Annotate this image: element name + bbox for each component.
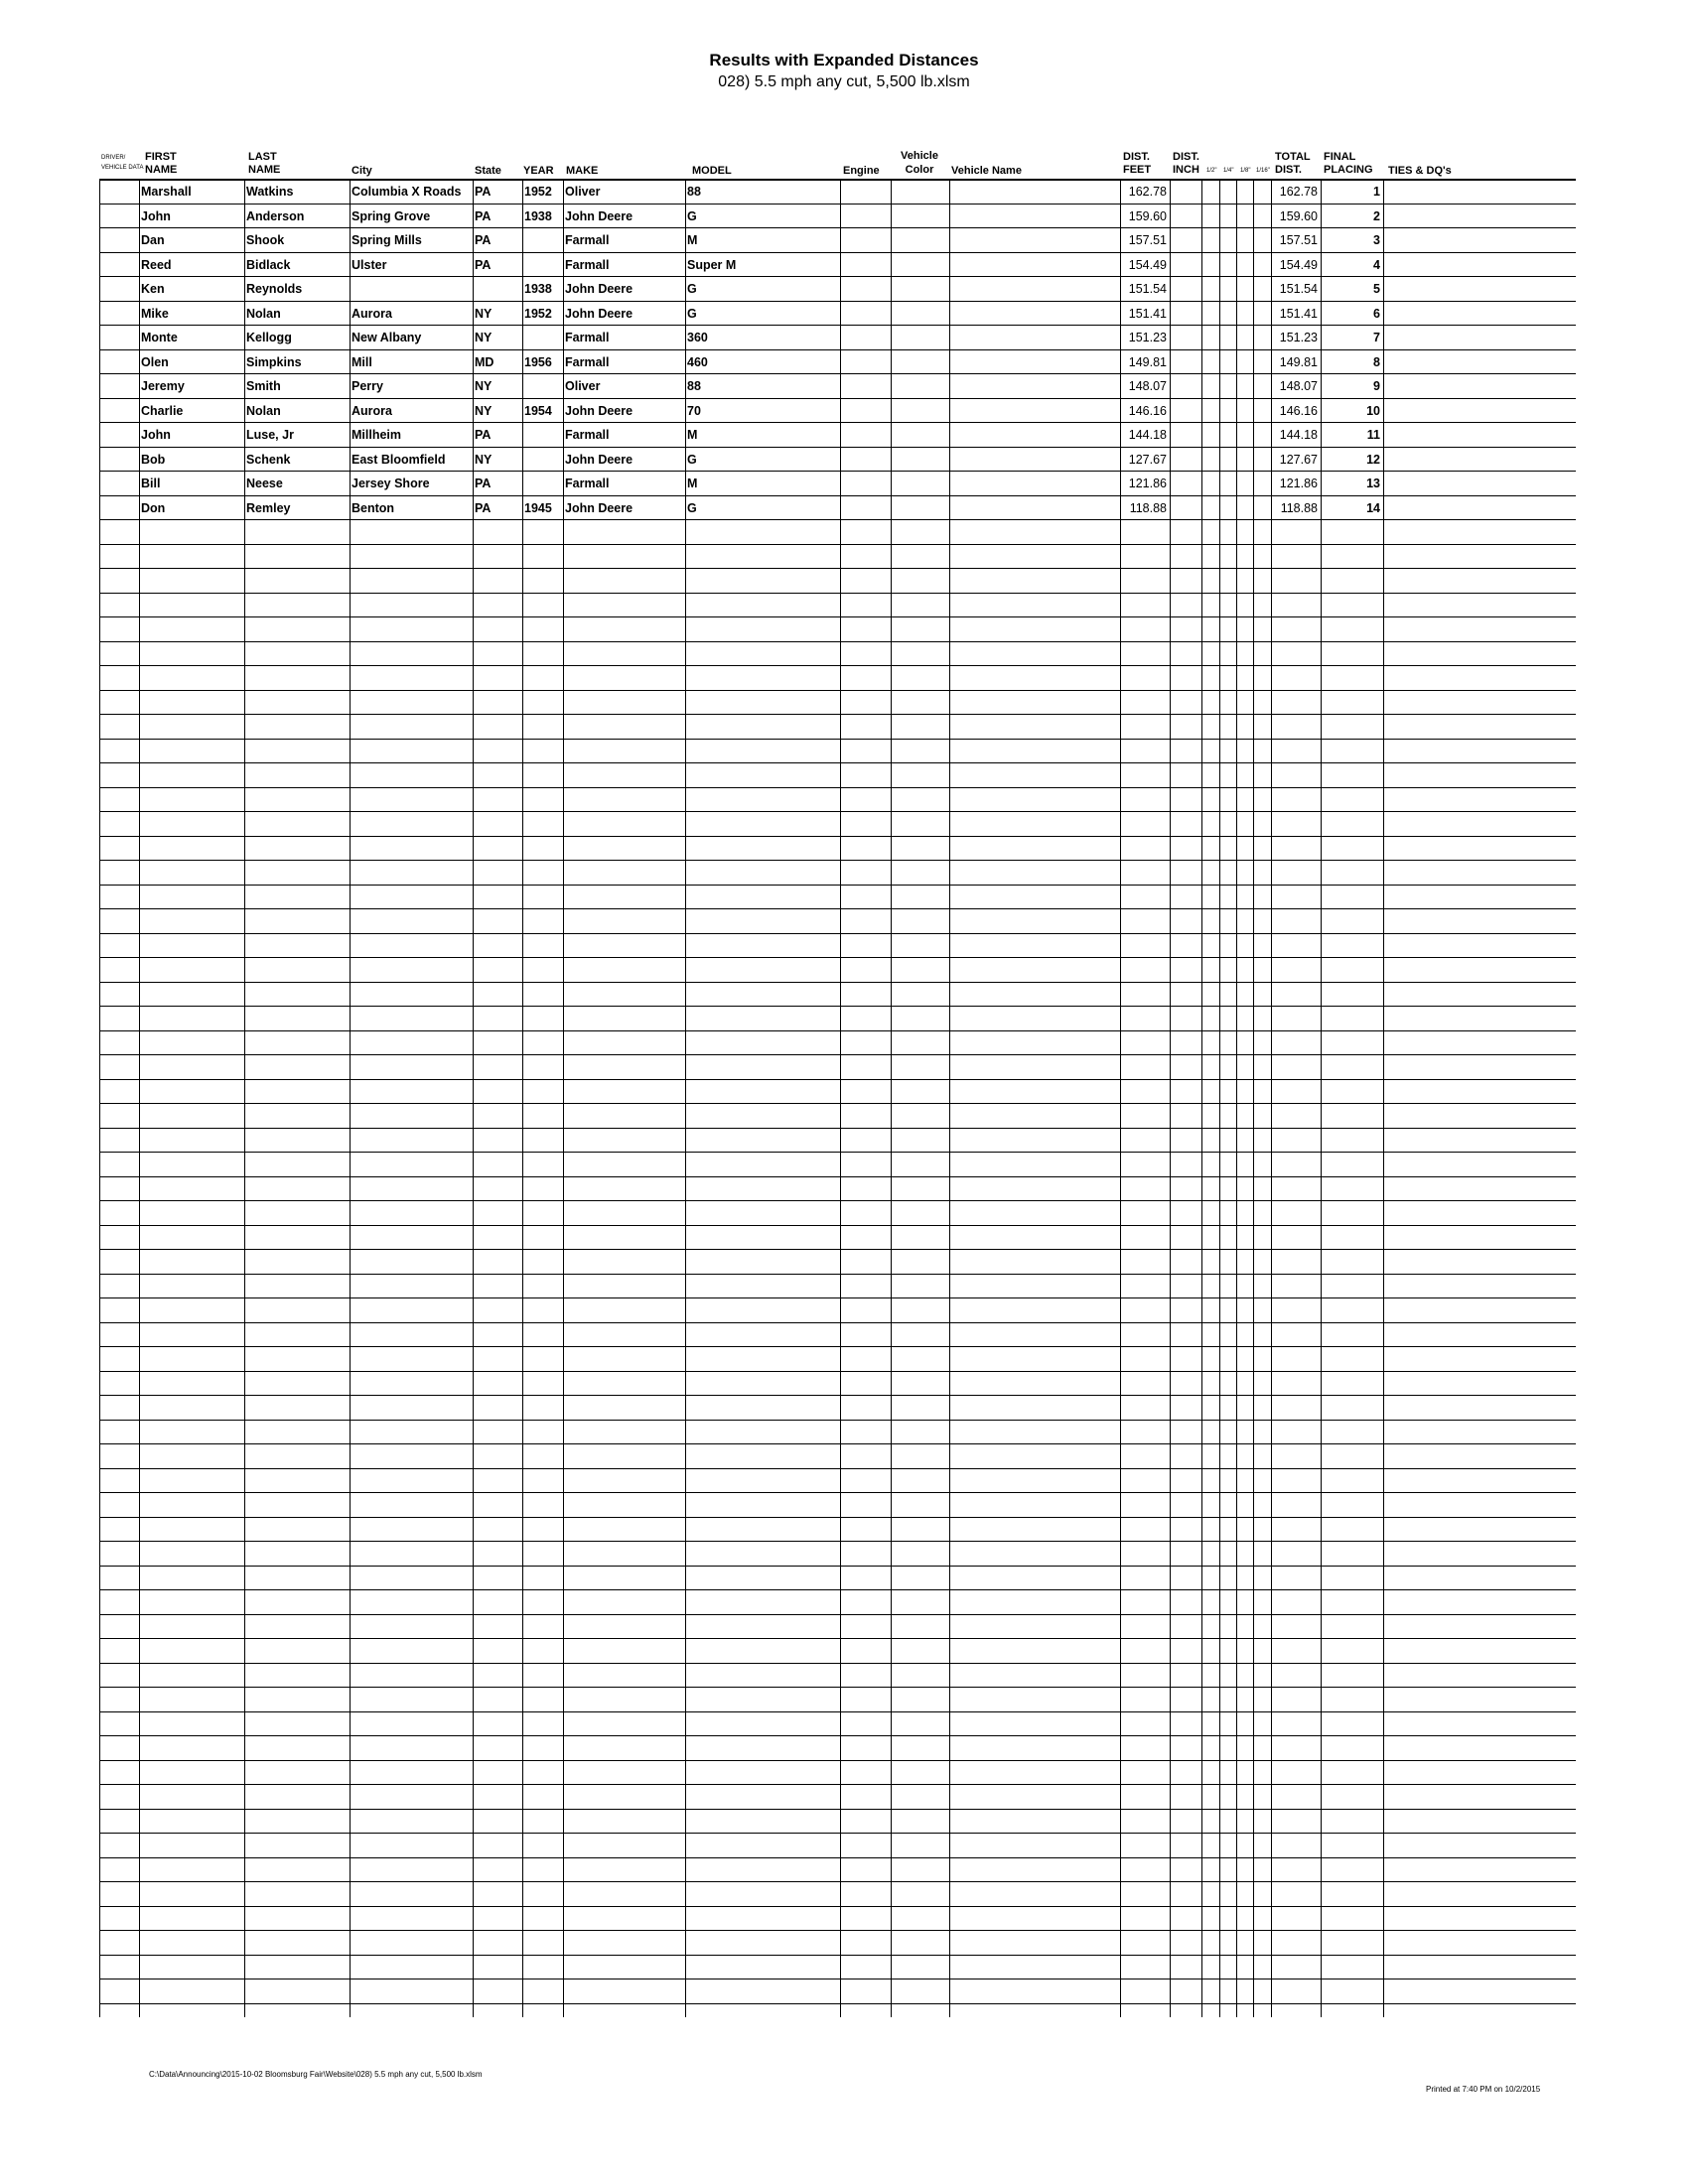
cell-last: Schenk bbox=[246, 452, 291, 467]
header-fraction-quarter: 1/4" bbox=[1223, 168, 1234, 174]
cell-state: MD bbox=[475, 354, 494, 369]
cell-place: 12 bbox=[1366, 452, 1380, 467]
row-divider bbox=[99, 811, 1576, 812]
row-divider bbox=[99, 1176, 1576, 1177]
cell-total: 146.16 bbox=[1279, 403, 1318, 418]
header-city: City bbox=[352, 165, 372, 177]
cell-first: Olen bbox=[141, 354, 169, 369]
cell-year: 1952 bbox=[524, 306, 552, 321]
row-divider bbox=[99, 1687, 1576, 1688]
cell-city: Spring Grove bbox=[352, 208, 431, 223]
row-divider bbox=[99, 1225, 1576, 1226]
row-divider bbox=[99, 1930, 1576, 1931]
column-divider bbox=[244, 179, 245, 2017]
row-divider bbox=[99, 1809, 1576, 1810]
header-model: MODEL bbox=[692, 165, 732, 177]
cell-first: Dan bbox=[141, 233, 165, 247]
cell-make: Farmall bbox=[565, 354, 610, 369]
column-divider bbox=[473, 179, 474, 2017]
header-fraction-half: 1/2" bbox=[1206, 168, 1217, 174]
cell-dist-feet: 148.07 bbox=[1128, 379, 1167, 393]
header-dist-feet-top: DIST. bbox=[1123, 151, 1150, 163]
header-vehicle-color-top: Vehicle bbox=[901, 150, 938, 162]
row-divider bbox=[99, 1054, 1576, 1055]
cell-city: Aurora bbox=[352, 306, 392, 321]
cell-total: 149.81 bbox=[1279, 354, 1318, 369]
column-divider bbox=[563, 179, 564, 2017]
file-path: C:\Data\Announcing\2015-10-02 Bloomsburg Fair\Website\028) 5.5 mph any cut, 5,500 lb.xlsm bbox=[149, 2070, 483, 2079]
row-divider bbox=[99, 836, 1576, 837]
row-divider bbox=[99, 616, 1576, 617]
header-dist-inch-top: DIST. bbox=[1173, 151, 1199, 163]
cell-place: 13 bbox=[1366, 477, 1380, 490]
cell-last: Watkins bbox=[246, 185, 294, 199]
cell-model: G bbox=[687, 282, 697, 296]
row-divider bbox=[99, 1030, 1576, 1031]
cell-state: PA bbox=[475, 233, 492, 247]
cell-total: 159.60 bbox=[1279, 208, 1318, 223]
row-divider bbox=[99, 762, 1576, 763]
cell-year: 1956 bbox=[524, 354, 552, 369]
cell-last: Neese bbox=[246, 477, 283, 490]
header-driver-bottom: VEHICLE DATA bbox=[101, 165, 144, 171]
cell-city: Columbia X Roads bbox=[352, 185, 462, 199]
header-total-bottom: DIST. bbox=[1275, 164, 1302, 176]
cell-make: John Deere bbox=[565, 306, 633, 321]
cell-make: Farmall bbox=[565, 428, 610, 442]
cell-place: 2 bbox=[1373, 208, 1380, 223]
cell-total: 127.67 bbox=[1279, 452, 1318, 467]
cell-first: Bill bbox=[141, 477, 161, 490]
cell-state: PA bbox=[475, 477, 492, 490]
header-driver-top: DRIVER/ bbox=[101, 155, 126, 161]
row-divider bbox=[99, 1614, 1576, 1615]
cell-make: Farmall bbox=[565, 257, 610, 272]
cell-make: John Deere bbox=[565, 403, 633, 418]
cell-year: 1954 bbox=[524, 403, 552, 418]
row-divider bbox=[99, 1468, 1576, 1469]
cell-first: Monte bbox=[141, 331, 178, 344]
row-divider bbox=[99, 1346, 1576, 1347]
cell-make: John Deere bbox=[565, 452, 633, 467]
cell-dist-feet: 162.78 bbox=[1128, 185, 1167, 199]
row-divider bbox=[99, 1006, 1576, 1007]
cell-first: Bob bbox=[141, 452, 166, 467]
cell-first: Jeremy bbox=[141, 379, 185, 393]
row-divider bbox=[99, 1128, 1576, 1129]
row-divider bbox=[99, 982, 1576, 983]
cell-place: 11 bbox=[1366, 428, 1380, 442]
cell-model: M bbox=[687, 233, 698, 247]
cell-state: PA bbox=[475, 428, 492, 442]
cell-first: Mike bbox=[141, 306, 169, 321]
cell-last: Reynolds bbox=[246, 282, 303, 296]
row-divider bbox=[99, 1443, 1576, 1444]
row-divider bbox=[99, 957, 1576, 958]
cell-last: Nolan bbox=[246, 306, 281, 321]
cell-total: 151.23 bbox=[1279, 331, 1318, 344]
cell-city: Spring Mills bbox=[352, 233, 422, 247]
column-divider bbox=[840, 179, 841, 2017]
row-divider bbox=[99, 1200, 1576, 1201]
row-divider bbox=[99, 1906, 1576, 1907]
cell-year: 1945 bbox=[524, 500, 552, 515]
row-divider bbox=[99, 1395, 1576, 1396]
row-divider bbox=[99, 1955, 1576, 1956]
row-divider bbox=[99, 1249, 1576, 1250]
cell-first: Reed bbox=[141, 257, 172, 272]
row-divider bbox=[99, 860, 1576, 861]
cell-model: M bbox=[687, 477, 698, 490]
header-final-top: FINAL bbox=[1324, 151, 1356, 163]
row-divider bbox=[99, 1833, 1576, 1834]
cell-dist-feet: 149.81 bbox=[1128, 354, 1167, 369]
header-vehicle-color-bottom: Color bbox=[905, 164, 934, 176]
column-divider bbox=[1253, 179, 1254, 2017]
cell-last: Remley bbox=[246, 500, 291, 515]
row-divider bbox=[99, 1711, 1576, 1712]
cell-state: NY bbox=[475, 403, 492, 418]
cell-total: 151.54 bbox=[1279, 282, 1318, 296]
cell-last: Nolan bbox=[246, 403, 281, 418]
cell-city: Millheim bbox=[352, 428, 402, 442]
cell-model: G bbox=[687, 306, 697, 321]
cell-place: 9 bbox=[1373, 379, 1380, 393]
row-divider bbox=[99, 1492, 1576, 1493]
cell-last: Kellogg bbox=[246, 331, 292, 344]
column-divider bbox=[891, 179, 892, 2017]
cell-make: John Deere bbox=[565, 500, 633, 515]
cell-first: Don bbox=[141, 500, 166, 515]
cell-state: PA bbox=[475, 257, 492, 272]
row-divider bbox=[99, 885, 1576, 886]
cell-state: NY bbox=[475, 331, 492, 344]
row-divider bbox=[99, 568, 1576, 569]
cell-place: 7 bbox=[1373, 331, 1380, 344]
cell-city: New Albany bbox=[352, 331, 422, 344]
cell-state: NY bbox=[475, 306, 492, 321]
row-divider bbox=[99, 739, 1576, 740]
cell-dist-feet: 151.23 bbox=[1128, 331, 1167, 344]
row-divider bbox=[99, 908, 1576, 909]
row-divider bbox=[99, 1517, 1576, 1518]
cell-first: John bbox=[141, 428, 171, 442]
header-engine: Engine bbox=[843, 165, 880, 177]
cell-first: Marshall bbox=[141, 185, 192, 199]
cell-place: 5 bbox=[1373, 282, 1380, 296]
row-divider bbox=[99, 1784, 1576, 1785]
cell-last: Smith bbox=[246, 379, 281, 393]
header-first-bottom: NAME bbox=[145, 164, 178, 176]
cell-city: Benton bbox=[352, 500, 395, 515]
cell-place: 10 bbox=[1366, 403, 1380, 418]
cell-state: NY bbox=[475, 379, 492, 393]
cell-dist-feet: 157.51 bbox=[1128, 233, 1167, 247]
row-divider bbox=[99, 1297, 1576, 1298]
row-divider bbox=[99, 1322, 1576, 1323]
cell-year: 1938 bbox=[524, 282, 552, 296]
header-ties: TIES & DQ's bbox=[1388, 165, 1452, 177]
header-last-bottom: NAME bbox=[248, 164, 281, 176]
cell-total: 118.88 bbox=[1280, 500, 1318, 515]
row-divider bbox=[99, 1735, 1576, 1736]
cell-city: East Bloomfield bbox=[352, 452, 446, 467]
header-fraction-sixteenth: 1/16" bbox=[1256, 168, 1270, 174]
column-divider bbox=[1236, 179, 1237, 2017]
cell-state: PA bbox=[475, 208, 492, 223]
cell-model: 88 bbox=[687, 379, 701, 393]
cell-state: PA bbox=[475, 185, 492, 199]
row-divider bbox=[99, 641, 1576, 642]
cell-state: PA bbox=[475, 500, 492, 515]
column-divider bbox=[1383, 179, 1384, 2017]
row-divider bbox=[99, 1881, 1576, 1882]
row-divider bbox=[99, 1541, 1576, 1542]
header-final-bottom: PLACING bbox=[1324, 164, 1373, 176]
column-divider bbox=[949, 179, 950, 2017]
cell-make: Farmall bbox=[565, 233, 610, 247]
cell-first: Charlie bbox=[141, 403, 184, 418]
cell-dist-feet: 159.60 bbox=[1128, 208, 1167, 223]
cell-place: 8 bbox=[1373, 354, 1380, 369]
cell-city: Mill bbox=[352, 354, 372, 369]
row-divider bbox=[99, 690, 1576, 691]
cell-model: G bbox=[687, 452, 697, 467]
report-subtitle: 028) 5.5 mph any cut, 5,500 lb.xlsm bbox=[718, 73, 970, 90]
cell-model: G bbox=[687, 500, 697, 515]
header-dist-inch-bottom: INCH bbox=[1173, 164, 1199, 176]
cell-state: NY bbox=[475, 452, 492, 467]
cell-last: Bidlack bbox=[246, 257, 291, 272]
row-divider bbox=[99, 714, 1576, 715]
header-first-top: FIRST bbox=[145, 151, 177, 163]
cell-place: 4 bbox=[1373, 257, 1380, 272]
cell-model: 70 bbox=[687, 403, 701, 418]
cell-place: 1 bbox=[1373, 185, 1380, 199]
cell-make: Oliver bbox=[565, 185, 601, 199]
cell-place: 3 bbox=[1373, 233, 1380, 247]
printed-timestamp: Printed at 7:40 PM on 10/2/2015 bbox=[1426, 2085, 1541, 2094]
row-divider bbox=[99, 593, 1576, 594]
cell-city: Aurora bbox=[352, 403, 392, 418]
cell-last: Luse, Jr bbox=[246, 428, 294, 442]
cell-year: 1952 bbox=[524, 185, 552, 199]
header-total-top: TOTAL bbox=[1275, 151, 1311, 163]
column-divider bbox=[685, 179, 686, 2017]
cell-first: Ken bbox=[141, 282, 165, 296]
cell-city: Perry bbox=[352, 379, 383, 393]
cell-dist-feet: 146.16 bbox=[1128, 403, 1167, 418]
cell-dist-feet: 151.41 bbox=[1128, 306, 1167, 321]
report-header bbox=[0, 50, 1688, 93]
cell-city: Ulster bbox=[352, 257, 387, 272]
cell-total: 121.86 bbox=[1279, 477, 1318, 490]
cell-make: Oliver bbox=[565, 379, 601, 393]
cell-model: 360 bbox=[687, 331, 708, 344]
cell-total: 148.07 bbox=[1279, 379, 1318, 393]
cell-city: Jersey Shore bbox=[352, 477, 430, 490]
row-divider bbox=[99, 1420, 1576, 1421]
column-divider bbox=[139, 179, 140, 2017]
report-title: Results with Expanded Distances bbox=[709, 51, 979, 69]
cell-dist-feet: 118.88 bbox=[1129, 500, 1167, 515]
cell-year: 1938 bbox=[524, 208, 552, 223]
header-year: YEAR bbox=[523, 165, 554, 177]
row-divider bbox=[99, 544, 1576, 545]
cell-dist-feet: 144.18 bbox=[1128, 428, 1167, 442]
cell-total: 154.49 bbox=[1279, 257, 1318, 272]
cell-model: Super M bbox=[687, 257, 737, 272]
column-divider bbox=[1219, 179, 1220, 2017]
cell-last: Shook bbox=[246, 233, 285, 247]
row-divider bbox=[99, 1589, 1576, 1590]
row-divider bbox=[99, 787, 1576, 788]
row-divider bbox=[99, 1103, 1576, 1104]
row-divider bbox=[99, 1663, 1576, 1664]
column-divider bbox=[522, 179, 523, 2017]
cell-make: Farmall bbox=[565, 477, 610, 490]
row-divider bbox=[99, 1857, 1576, 1858]
cell-total: 157.51 bbox=[1279, 233, 1318, 247]
cell-dist-feet: 127.67 bbox=[1128, 452, 1167, 467]
cell-model: M bbox=[687, 428, 698, 442]
cell-model: G bbox=[687, 208, 697, 223]
column-divider bbox=[350, 179, 351, 2017]
cell-model: 88 bbox=[687, 185, 701, 199]
cell-total: 151.41 bbox=[1279, 306, 1318, 321]
column-divider bbox=[99, 179, 100, 2017]
header-last-top: LAST bbox=[248, 151, 277, 163]
row-divider bbox=[99, 1760, 1576, 1761]
row-divider bbox=[99, 1079, 1576, 1080]
row-divider bbox=[99, 1566, 1576, 1567]
cell-total: 162.78 bbox=[1279, 185, 1318, 199]
row-divider bbox=[99, 1638, 1576, 1639]
cell-make: John Deere bbox=[565, 282, 633, 296]
cell-dist-feet: 121.86 bbox=[1128, 477, 1167, 490]
row-divider bbox=[99, 2003, 1576, 2004]
cell-total: 144.18 bbox=[1279, 428, 1318, 442]
cell-model: 460 bbox=[687, 354, 708, 369]
cell-make: John Deere bbox=[565, 208, 633, 223]
row-divider bbox=[99, 665, 1576, 666]
header-dist-feet-bottom: FEET bbox=[1123, 164, 1152, 176]
header-make: MAKE bbox=[566, 165, 599, 177]
header-state: State bbox=[475, 165, 501, 177]
row-divider bbox=[99, 1274, 1576, 1275]
row-divider bbox=[99, 1371, 1576, 1372]
cell-place: 6 bbox=[1373, 306, 1380, 321]
cell-place: 14 bbox=[1366, 500, 1380, 515]
cell-first: John bbox=[141, 208, 171, 223]
cell-dist-feet: 151.54 bbox=[1128, 282, 1167, 296]
column-divider bbox=[1170, 179, 1171, 2017]
header-vehicle-name: Vehicle Name bbox=[951, 165, 1022, 177]
cell-dist-feet: 154.49 bbox=[1128, 257, 1167, 272]
column-divider bbox=[1201, 179, 1202, 2017]
cell-make: Farmall bbox=[565, 331, 610, 344]
cell-last: Simpkins bbox=[246, 354, 302, 369]
header-fraction-eighth: 1/8" bbox=[1240, 168, 1251, 174]
row-divider bbox=[99, 933, 1576, 934]
cell-last: Anderson bbox=[246, 208, 305, 223]
row-divider bbox=[99, 1152, 1576, 1153]
